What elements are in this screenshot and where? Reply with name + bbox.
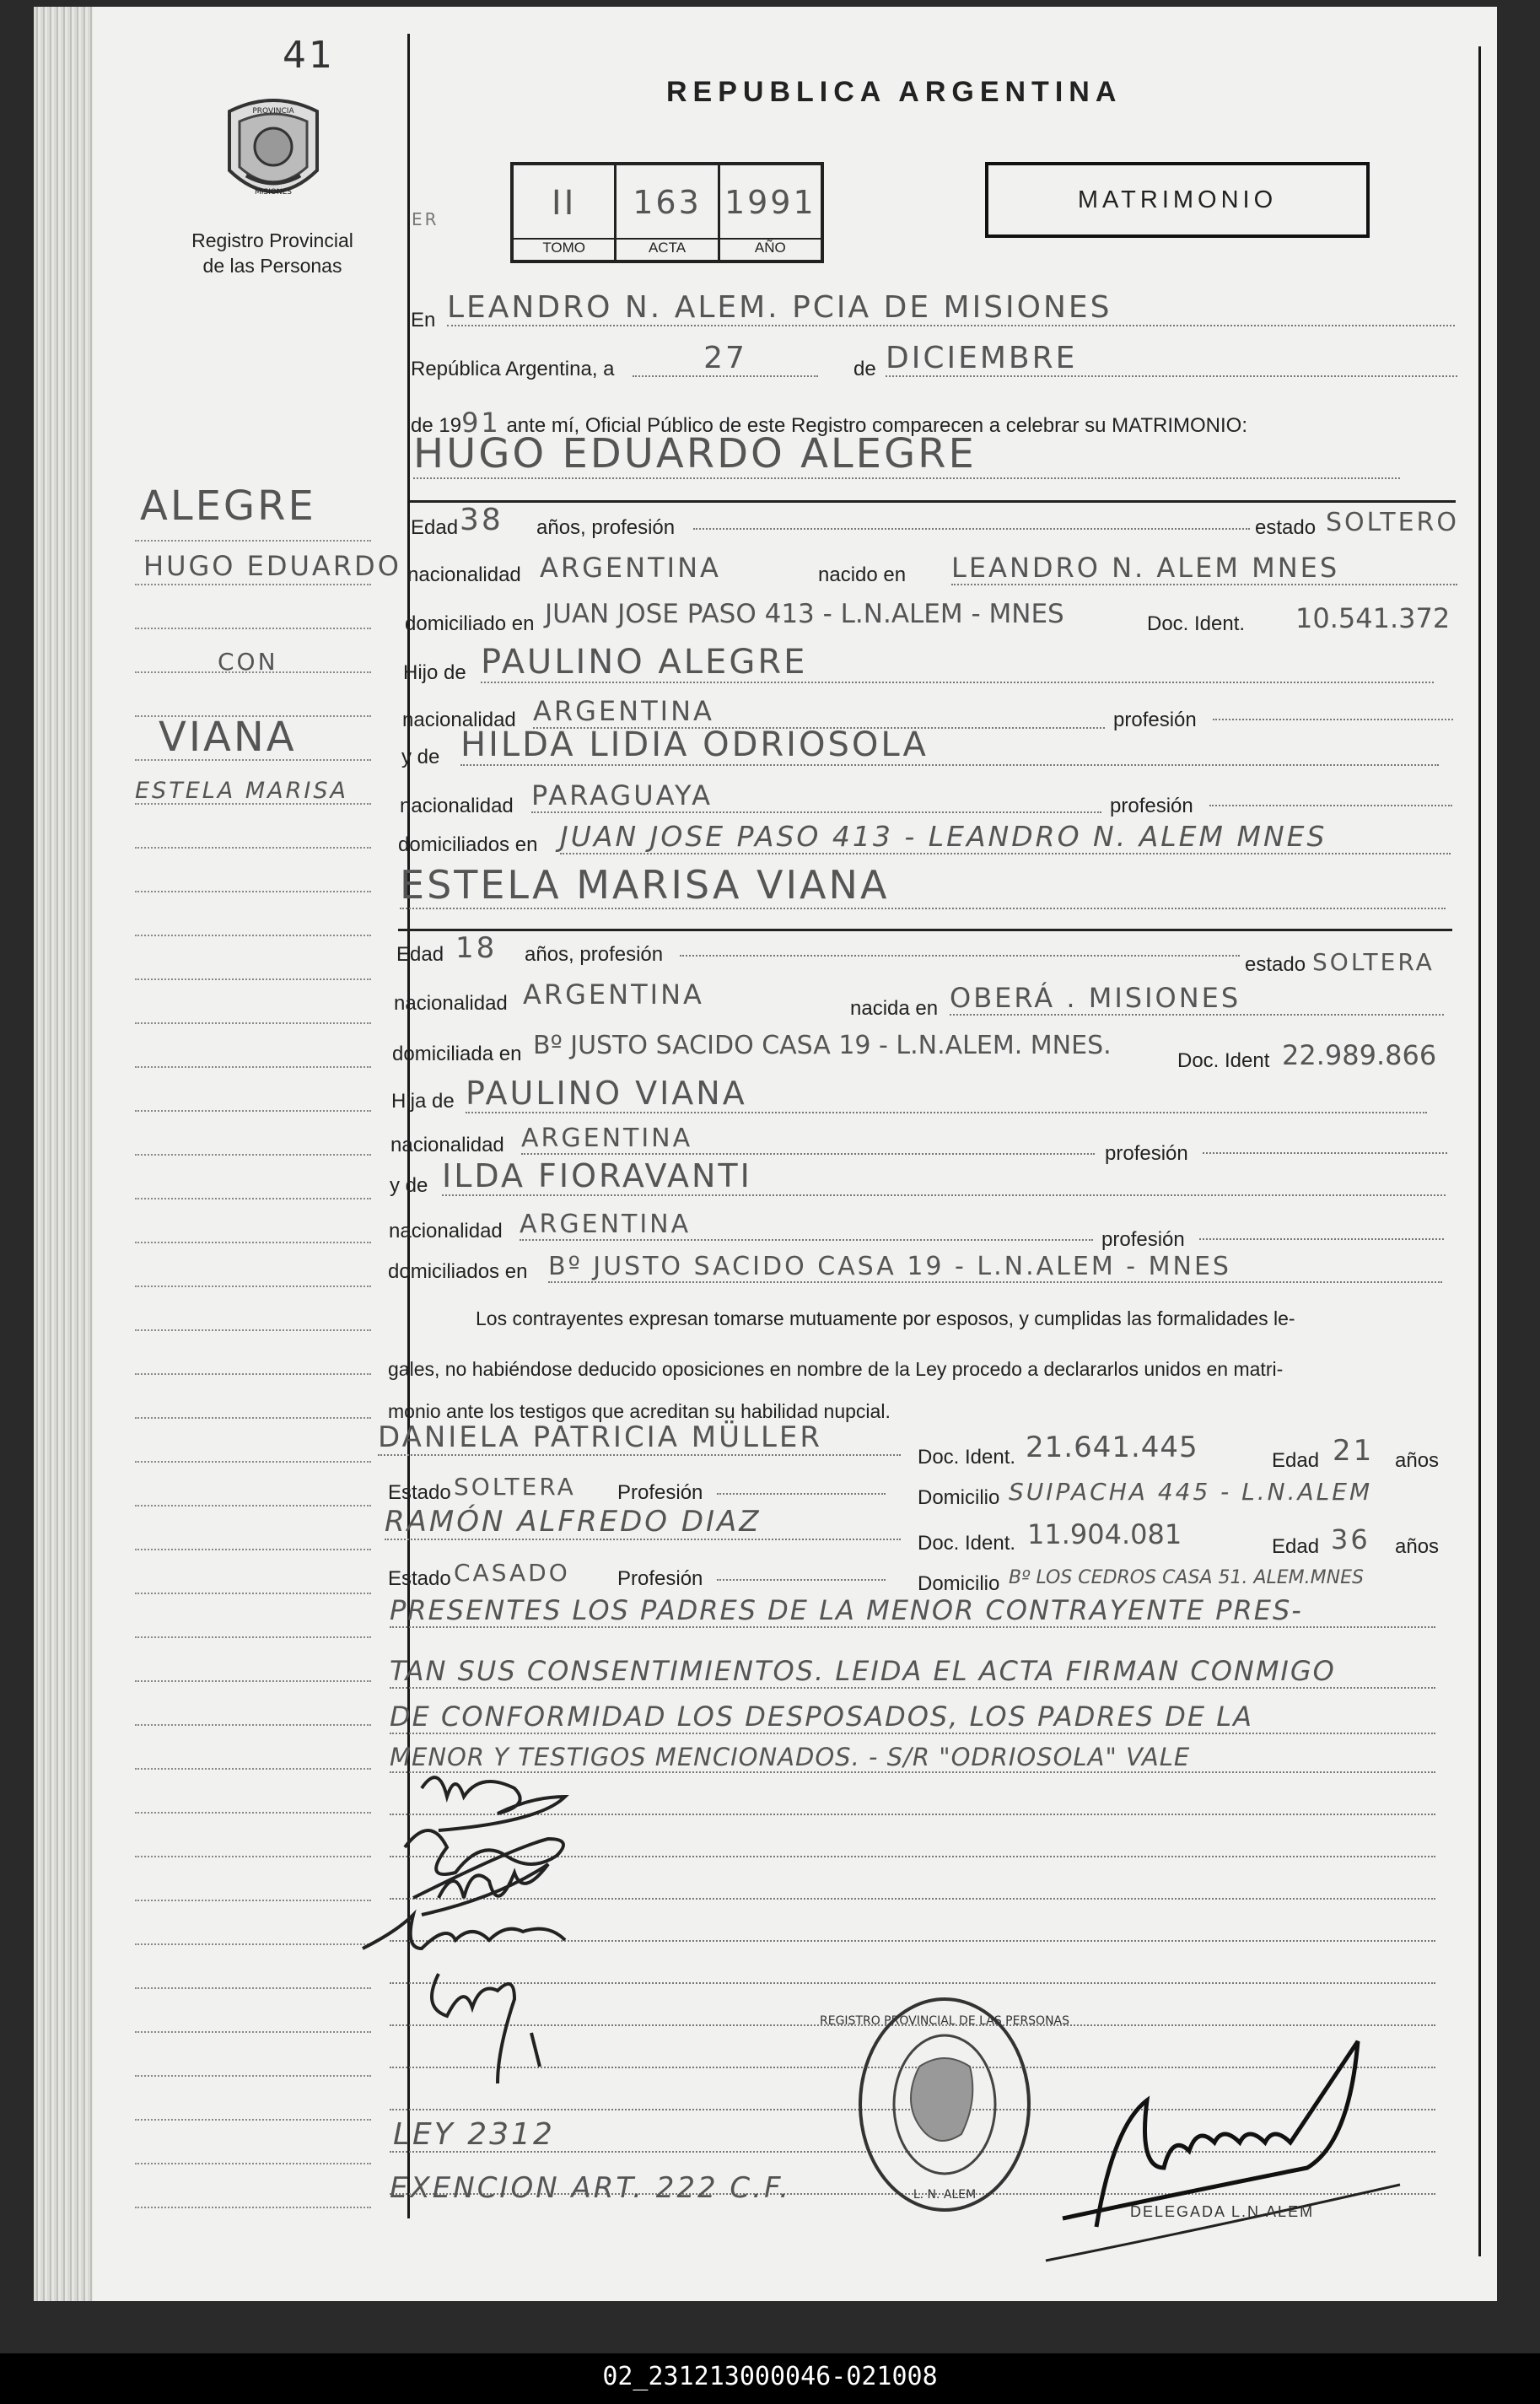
witness1-dom-label: Domicilio <box>918 1486 1000 1509</box>
margin-line <box>135 715 371 717</box>
exencion-note: EXENCION ART. 222 C.F. <box>390 2171 791 2205</box>
groom-rule <box>410 500 1456 503</box>
groom-nacido-label: nacido en <box>818 563 907 586</box>
margin-line <box>135 847 371 849</box>
witness2-doc-label: Doc. Ident. <box>918 1532 1016 1555</box>
signature-2 <box>405 1830 563 1898</box>
groom-father-prof-label: profesión <box>1113 709 1197 731</box>
margin-line <box>135 803 371 805</box>
registry-line2: de las Personas <box>202 255 342 277</box>
groom-nacionalidad: ARGENTINA <box>540 552 721 584</box>
registry-line1: Registro Provincial <box>191 229 353 251</box>
intro-text: ante mí, Oficial Público de este Registro comparecen a celebrar su MATRIMONIO: <box>506 414 1248 437</box>
groom-father: PAULINO ALEGRE <box>481 643 1434 683</box>
witness2-anos-label: años <box>1395 1535 1440 1558</box>
day-field: 27 <box>633 341 818 377</box>
acta-cell <box>617 165 719 260</box>
bride-father-nac-label: nacionalidad <box>390 1134 504 1156</box>
bride-mother-nac: ARGENTINA <box>520 1210 1093 1241</box>
margin-line <box>135 584 371 585</box>
groom-father-nac-label: nacionalidad <box>402 709 516 731</box>
margin-line <box>135 1066 371 1068</box>
groom-father-prof-line <box>1213 719 1453 720</box>
country-title: REPUBLICA ARGENTINA <box>666 76 1123 108</box>
svg-text:REGISTRO PROVINCIAL DE LAS PER: REGISTRO PROVINCIAL DE LAS PERSONAS <box>819 2014 1070 2028</box>
witness1-prof-label: Profesión <box>617 1481 703 1504</box>
witness2-estado: CASADO <box>454 1559 570 1587</box>
witness1-domicilio: SUIPACHA 445 - L.N.ALEM <box>1009 1478 1373 1506</box>
witness2-edad-label: Edad <box>1272 1535 1320 1558</box>
margin-line <box>135 1768 371 1770</box>
republica-label: República Argentina, a <box>411 358 615 380</box>
bride-father: PAULINO VIANA <box>466 1075 1427 1113</box>
bride-father-prof-line <box>1203 1152 1447 1154</box>
groom-doc: 10.541.372 <box>1295 602 1451 634</box>
margin-line <box>135 978 371 980</box>
month-field: DICIEMBRE <box>886 341 1457 377</box>
bride-nacionalidad: ARGENTINA <box>523 978 704 1011</box>
bride-estado-label: estado <box>1245 953 1306 976</box>
margin-surname-1: ALEGRE <box>140 482 316 530</box>
bride-nac-label: nacionalidad <box>394 992 508 1015</box>
margin-line <box>135 1680 371 1682</box>
declaration-line-2: gales, no habiéndose deducido oposiciones en nombre de la Ley procedo a declararlos unidos en matri- <box>388 1358 1284 1380</box>
margin-line <box>135 1549 371 1550</box>
bride-parents-dom-label: domiciliados en <box>388 1260 528 1283</box>
margin-line <box>135 2075 371 2077</box>
margin-line <box>135 1198 371 1199</box>
witness1-estado: SOLTERA <box>454 1473 576 1501</box>
anio-cell <box>720 165 821 260</box>
signatures-group <box>346 1754 666 2092</box>
witness2-doc: 11.904.081 <box>1027 1518 1182 1550</box>
bride-edad-label: Edad <box>396 943 444 966</box>
witness1-edad-label: Edad <box>1272 1449 1320 1472</box>
bride-age: 18 <box>455 931 498 965</box>
groom-parents-dom: JUAN JOSE PASO 413 - LEANDRO N. ALEM MNES <box>560 820 1451 854</box>
ley-note: LEY 2312 <box>393 2117 555 2152</box>
margin-line <box>135 759 371 761</box>
groom-dom-label: domiciliado en <box>405 612 535 635</box>
bride-anos-label: años, profesión <box>525 943 664 966</box>
scan-id-footer: 02_231213000046-021008 <box>602 2362 938 2391</box>
witness2-age: 36 <box>1331 1523 1370 1555</box>
declaration-line-3: monio ante los testigos que acreditan su habilidad nupcial. <box>388 1400 891 1422</box>
bride-mother: ILDA FIORAVANTI <box>442 1157 1446 1196</box>
witness1-name: DANIELA PATRICIA MÜLLER <box>378 1420 901 1456</box>
signature-4 <box>363 1915 565 1949</box>
margin-line <box>135 2163 371 2164</box>
year-prefix: de 19 <box>411 414 462 437</box>
bride-yde-label: y de <box>390 1174 428 1197</box>
note-line-1: PRESENTES LOS PADRES DE LA MENOR CONTRAYENTE PRES- <box>390 1594 1435 1628</box>
groom-yde-label: y de <box>401 746 440 768</box>
margin-names-2: ESTELA MARISA <box>135 778 348 804</box>
doc-type-box <box>985 162 1370 238</box>
official-stamp-icon <box>819 1991 1070 2218</box>
margin-line <box>135 935 371 936</box>
groom-mother: HILDA LIDIA ODRIOSOLA <box>460 725 1439 766</box>
bride-dom-label: domiciliada en <box>392 1043 522 1065</box>
bride-father-prof-label: profesión <box>1105 1142 1188 1165</box>
margin-line <box>135 1943 371 1945</box>
official-title: DELEGADA L.N.ALEM <box>1130 2203 1315 2220</box>
witness2-name: RAMÓN ALFREDO DIAZ <box>385 1505 901 1540</box>
margin-line <box>135 1812 371 1814</box>
bride-doc: 22.989.866 <box>1282 1039 1437 1071</box>
bride-nacida-label: nacida en <box>850 997 939 1020</box>
groom-nac-label: nacionalidad <box>407 563 521 586</box>
witness1-doc: 21.641.445 <box>1026 1431 1198 1464</box>
tomo-label: TOMO <box>514 238 614 256</box>
year-suffix: 91 <box>461 407 501 439</box>
right-border <box>1478 46 1481 2256</box>
margin-line <box>135 540 371 542</box>
margin-line <box>135 1022 371 1024</box>
groom-age: 38 <box>460 503 503 537</box>
margin-line <box>135 1329 371 1331</box>
note-line-3: DE CONFORMIDAD LOS DESPOSADOS, LOS PADRES DE LA <box>390 1701 1435 1734</box>
groom-father-nac: ARGENTINA <box>533 695 1105 729</box>
bride-parents-dom: Bº JUSTO SACIDO CASA 19 - L.N.ALEM - MNES <box>548 1252 1442 1283</box>
groom-mother-nac-label: nacionalidad <box>400 795 514 817</box>
margin-surname-2: VIANA <box>159 714 297 761</box>
groom-nacido: LEANDRO N. ALEM MNES <box>951 552 1457 585</box>
bride-hija-label: Hija de <box>391 1090 455 1113</box>
margin-names-1: HUGO EDUARDO <box>143 550 401 582</box>
groom-edad-label: Edad <box>411 516 459 539</box>
svg-text:PROVINCIA: PROVINCIA <box>252 107 294 116</box>
witness1-age: 21 <box>1333 1434 1375 1468</box>
margin-line <box>135 2207 371 2208</box>
tomo-value: II <box>551 184 577 223</box>
signature-3 <box>422 1864 548 1915</box>
margin-line <box>135 1461 371 1463</box>
svg-text:MISIONES: MISIONES <box>254 188 293 197</box>
signature-1 <box>422 1777 565 1830</box>
signature-5 <box>432 1974 540 2083</box>
doc-type-label: MATRIMONIO <box>1077 186 1278 213</box>
groom-domicilio: JUAN JOSE PASO 413 - L.N.ALEM - MNES <box>545 599 1064 629</box>
margin-line <box>135 1856 371 1857</box>
bride-rule <box>398 929 1452 931</box>
margin-line <box>135 1593 371 1594</box>
record-number-box <box>510 162 824 263</box>
witness2-dom-label: Domicilio <box>918 1572 1000 1595</box>
margin-line <box>135 671 371 673</box>
margin-line <box>135 2119 371 2121</box>
bride-mother-nac-label: nacionalidad <box>389 1220 503 1242</box>
margin-line <box>135 628 371 629</box>
witness2-domicilio: Bº LOS CEDROS CASA 51. ALEM.MNES <box>1009 1567 1364 1588</box>
bride-doc-label: Doc. Ident <box>1177 1049 1270 1072</box>
witness2-prof-line <box>717 1579 886 1581</box>
groom-mother-nac: PARAGUAYA <box>531 779 1101 813</box>
margin-line <box>135 1417 371 1419</box>
groom-profession-line <box>693 528 1250 530</box>
margin-line <box>135 1242 371 1243</box>
anio-value: 1991 <box>724 184 816 221</box>
margin-con: CON <box>218 648 278 676</box>
acta-value: 163 <box>633 184 702 221</box>
note-line-2: TAN SUS CONSENTIMIENTOS. LEIDA EL ACTA FIRMAN CONMIGO <box>390 1655 1435 1689</box>
bride-domicilio: Bº JUSTO SACIDO CASA 19 - L.N.ALEM. MNES. <box>533 1031 1112 1060</box>
margin-line <box>135 1110 371 1112</box>
witness1-estado-label: Estado <box>388 1481 451 1504</box>
tomo-cell <box>514 165 617 260</box>
en-label: En <box>411 309 436 331</box>
margin-line <box>135 891 371 892</box>
groom-anos-label: años, profesión <box>536 516 676 539</box>
place-field: LEANDRO N. ALEM. PCIA DE MISIONES <box>447 290 1455 326</box>
bride-profession-line <box>680 955 1240 957</box>
bride-mother-prof-label: profesión <box>1101 1228 1185 1251</box>
bride-full-name: ESTELA MARISA VIANA <box>400 862 1446 909</box>
witness1-prof-line <box>717 1493 886 1495</box>
witness2-estado-label: Estado <box>388 1567 451 1590</box>
witness1-anos-label: años <box>1395 1449 1440 1472</box>
svg-text:L. N. ALEM: L. N. ALEM <box>913 2188 977 2202</box>
declaration-line-1: Los contrayentes expresan tomarse mutuamente por esposos, y cumplidas las formalidades le- <box>476 1307 1295 1329</box>
note-line-4: MENOR Y TESTIGOS MENCIONADOS. - S/R "ODRIOSOLA" VALE <box>390 1743 1435 1773</box>
bride-nacida: OBERÁ . MISIONES <box>950 982 1444 1016</box>
groom-mother-prof-label: profesión <box>1110 795 1193 817</box>
margin-line <box>135 1154 371 1156</box>
bride-mother-prof-line <box>1199 1238 1444 1240</box>
header-annotation: ER <box>412 209 439 229</box>
margin-line <box>135 1724 371 1726</box>
de-label: de <box>853 358 876 380</box>
bride-father-nac: ARGENTINA <box>521 1124 1095 1155</box>
bride-estado: SOLTERA <box>1312 948 1435 976</box>
margin-line <box>135 1505 371 1507</box>
margin-line <box>135 1900 371 1901</box>
acta-label: ACTA <box>617 238 717 256</box>
margin-line <box>135 1987 371 1989</box>
official-signature <box>1046 2058 1417 2269</box>
witness2-prof-label: Profesión <box>617 1567 703 1590</box>
margin-line <box>135 1636 371 1638</box>
groom-doc-label: Doc. Ident. <box>1147 612 1246 635</box>
groom-full-name: HUGO EDUARDO ALEGRE <box>413 430 1400 479</box>
book-binding <box>34 7 93 2301</box>
provincial-seal-icon <box>221 94 326 209</box>
groom-mother-prof-line <box>1209 805 1452 806</box>
margin-line <box>135 1286 371 1287</box>
witness1-doc-label: Doc. Ident. <box>918 1446 1016 1469</box>
page-number: 41 <box>283 34 335 77</box>
margin-line <box>135 1373 371 1375</box>
groom-estado-label: estado <box>1255 516 1317 539</box>
anio-label: AÑO <box>720 238 821 256</box>
groom-estado: SOLTERO <box>1326 508 1459 537</box>
margin-line <box>135 2031 371 2033</box>
groom-hijo-label: Hijo de <box>403 661 466 684</box>
registry-name <box>175 228 369 278</box>
groom-parents-dom-label: domiciliados en <box>398 833 538 856</box>
